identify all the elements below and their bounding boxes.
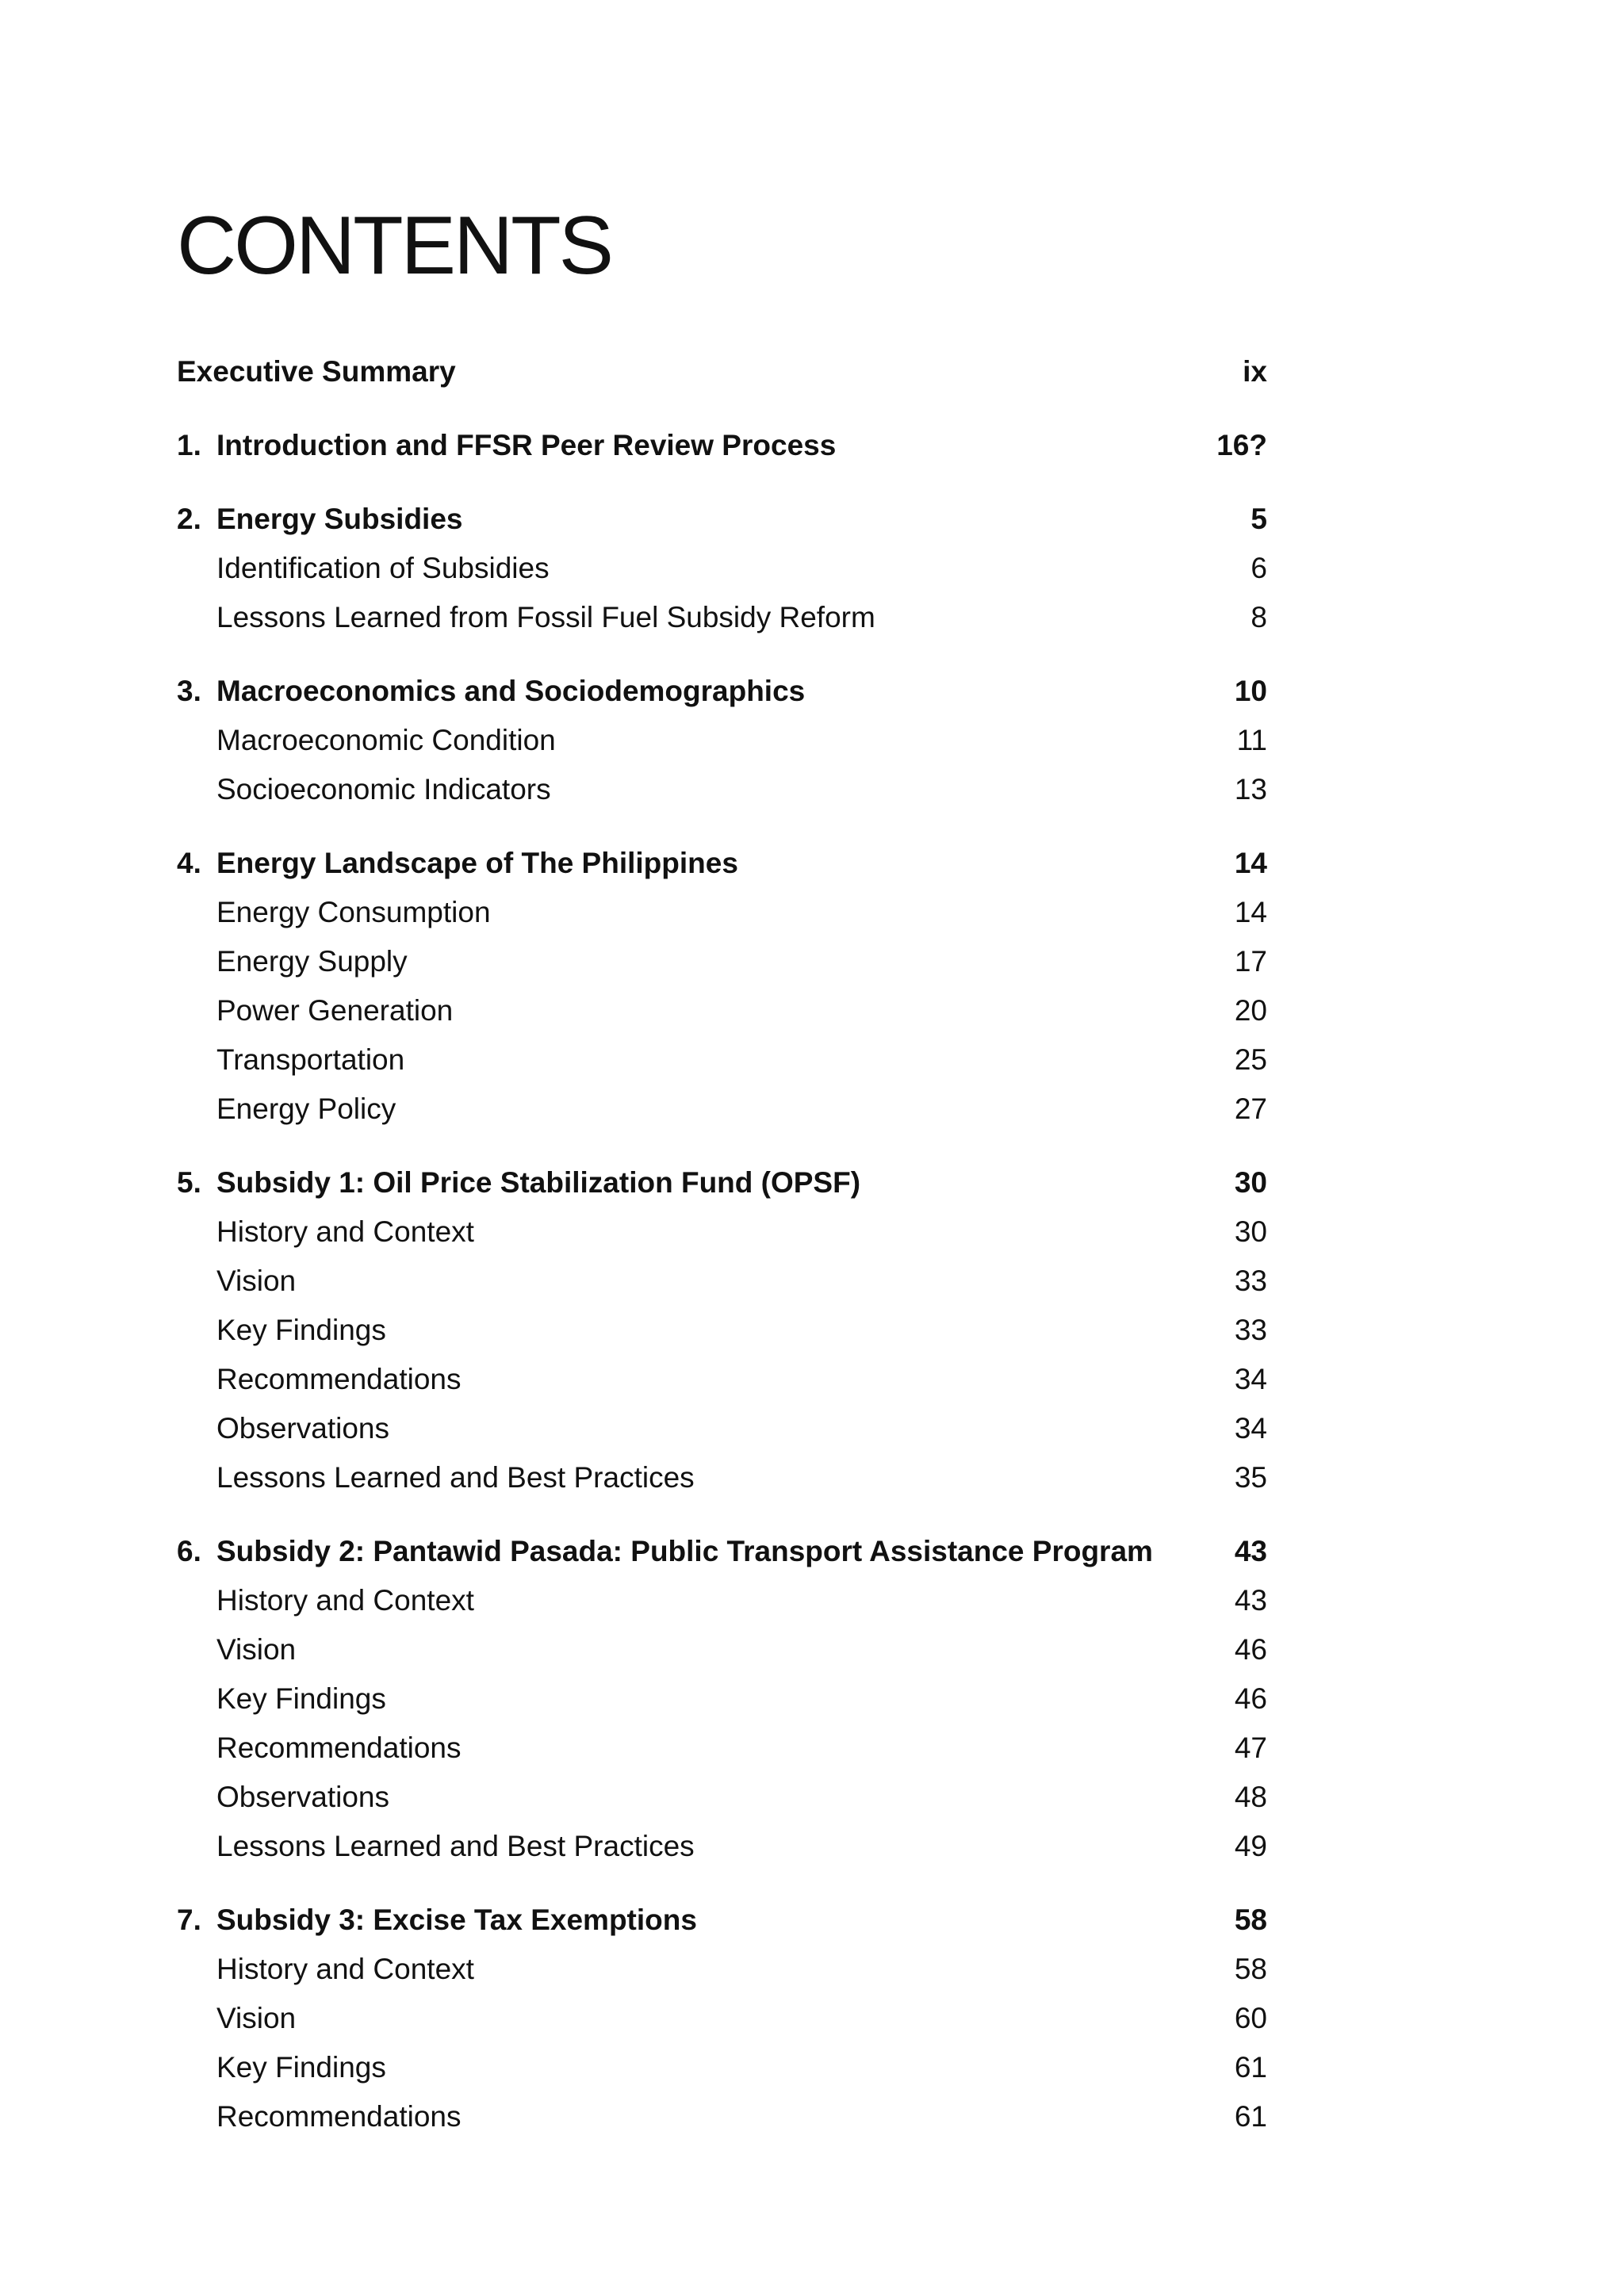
toc-section-label: Key Findings (216, 2051, 386, 2084)
toc-section[interactable] (177, 1674, 1267, 1724)
toc-section-page: 60 (1234, 2002, 1267, 2034)
toc-section-label: Energy Policy (216, 1093, 396, 1125)
toc-section-label: Recommendations (216, 1732, 462, 1764)
toc-chapter-number: 2. (177, 503, 201, 535)
toc-section[interactable] (177, 986, 1267, 1035)
toc-section[interactable] (177, 1257, 1267, 1306)
toc-section-label: Observations (216, 1781, 389, 1813)
toc-chapter-1[interactable] (177, 421, 1267, 470)
toc-chapter-page: 10 (1234, 675, 1267, 707)
toc-section-page: 43 (1234, 1584, 1267, 1617)
toc-section-label: Key Findings (216, 1682, 386, 1715)
toc-section[interactable] (177, 765, 1267, 814)
toc-chapter-page: 43 (1234, 1535, 1267, 1567)
toc-section-label: Socioeconomic Indicators (216, 773, 551, 806)
toc-entry-executive-summary[interactable] (177, 347, 1267, 396)
toc-section-page: 33 (1234, 1265, 1267, 1297)
toc-section-page: 30 (1234, 1215, 1267, 1248)
toc-section[interactable] (177, 1085, 1267, 1134)
toc-section[interactable] (177, 1994, 1267, 2043)
toc-section-label: Lessons Learned and Best Practices (216, 1830, 695, 1862)
toc-section-label: Vision (216, 1633, 297, 1666)
toc-section-page: 11 (1236, 724, 1267, 756)
toc-chapter-2[interactable] (177, 495, 1267, 544)
toc-section-page: 14 (1234, 896, 1267, 928)
toc-section-page: 25 (1234, 1043, 1267, 1076)
toc-section-label: Vision (216, 1265, 297, 1297)
toc-section-label: Lessons Learned and Best Practices (216, 1461, 695, 1494)
toc-chapter-page: 58 (1234, 1904, 1267, 1936)
toc-section-page: 8 (1251, 601, 1267, 633)
toc-chapter-number: 7. (177, 1904, 201, 1936)
toc-section-label: Transportation (216, 1043, 405, 1076)
toc-section-label: Identification of Subsidies (216, 552, 550, 584)
toc-section-label: History and Context (216, 1215, 474, 1248)
toc-section-label: Power Generation (216, 994, 454, 1027)
toc-section[interactable] (177, 544, 1267, 593)
toc-chapter-label: Introduction and FFSR Peer Review Process (216, 429, 837, 461)
toc-section-label: Energy Supply (216, 945, 408, 978)
toc-section[interactable] (177, 1773, 1267, 1822)
table-of-contents (177, 347, 1267, 2141)
toc-section[interactable] (177, 716, 1267, 765)
toc-section-page: 13 (1234, 773, 1267, 806)
toc-chapter-label: Energy Landscape of The Philippines (216, 847, 738, 879)
toc-section-label: Key Findings (216, 1314, 386, 1346)
toc-section[interactable] (177, 1453, 1267, 1502)
toc-chapter-label: Energy Subsidies (216, 503, 463, 535)
toc-section-label: Energy Consumption (216, 896, 491, 928)
toc-chapter-3[interactable] (177, 667, 1267, 716)
toc-section-label: History and Context (216, 1584, 474, 1617)
toc-section-page: 46 (1234, 1633, 1267, 1666)
toc-section[interactable] (177, 1576, 1267, 1625)
toc-section[interactable] (177, 1306, 1267, 1355)
toc-section-label: Recommendations (216, 1363, 462, 1395)
toc-section-label: Macroeconomic Condition (216, 724, 556, 756)
toc-section-label: Recommendations (216, 2100, 462, 2133)
toc-section[interactable] (177, 1625, 1267, 1674)
toc-section-page: 58 (1234, 1953, 1267, 1985)
toc-section[interactable] (177, 1207, 1267, 1257)
toc-section-page: 47 (1234, 1732, 1267, 1764)
toc-section[interactable] (177, 888, 1267, 937)
toc-chapter-page: 14 (1234, 847, 1267, 879)
toc-chapter-page: 16? (1216, 429, 1267, 461)
toc-section-label: Observations (216, 1412, 389, 1445)
toc-chapter-page: 30 (1234, 1166, 1267, 1199)
toc-chapter-label: Macroeconomics and Sociodemographics (216, 675, 806, 707)
toc-chapter-page: 5 (1251, 503, 1267, 535)
toc-section[interactable] (177, 2092, 1267, 2141)
toc-section-label: Vision (216, 2002, 297, 2034)
toc-chapter-number: 4. (177, 847, 201, 879)
toc-section-page: 48 (1234, 1781, 1267, 1813)
toc-chapter-number: 6. (177, 1535, 201, 1567)
toc-section-page: 46 (1234, 1682, 1267, 1715)
toc-section-page: 27 (1234, 1093, 1267, 1125)
toc-section-label: Lessons Learned from Fossil Fuel Subsidy Reform (216, 601, 875, 633)
toc-section-page: 34 (1234, 1412, 1267, 1445)
toc-section-page: 17 (1234, 945, 1267, 978)
toc-chapter-label: Subsidy 1: Oil Price Stabilization Fund (OPSF) (216, 1166, 861, 1199)
toc-chapter-4[interactable] (177, 839, 1267, 888)
toc-entry-page: ix (1243, 355, 1267, 388)
toc-chapter-number: 5. (177, 1166, 201, 1199)
toc-chapter-7[interactable] (177, 1896, 1267, 1945)
toc-section-page: 35 (1234, 1461, 1267, 1494)
toc-section-page: 6 (1251, 552, 1267, 584)
toc-section-page: 49 (1234, 1830, 1267, 1862)
toc-section-label: History and Context (216, 1953, 474, 1985)
toc-section[interactable] (177, 1945, 1267, 1994)
toc-section[interactable] (177, 1035, 1267, 1085)
toc-chapter-6[interactable] (177, 1527, 1267, 1576)
toc-entry-label: Executive Summary (177, 355, 456, 388)
toc-chapter-number: 3. (177, 675, 201, 707)
toc-section[interactable] (177, 1822, 1267, 1871)
toc-section-page: 33 (1234, 1314, 1267, 1346)
toc-chapter-5[interactable] (177, 1158, 1267, 1207)
toc-section[interactable] (177, 593, 1267, 642)
toc-chapter-label: Subsidy 3: Excise Tax Exemptions (216, 1904, 697, 1936)
toc-section[interactable] (177, 2043, 1267, 2092)
page-title: CONTENTS (177, 200, 611, 292)
toc-section-page: 20 (1234, 994, 1267, 1027)
toc-section-page: 34 (1234, 1363, 1267, 1395)
toc-section-page: 61 (1234, 2100, 1267, 2133)
toc-section[interactable] (177, 1404, 1267, 1453)
toc-chapter-number: 1. (177, 429, 201, 461)
toc-section-page: 61 (1234, 2051, 1267, 2084)
toc-section[interactable] (177, 1724, 1267, 1773)
toc-section[interactable] (177, 937, 1267, 986)
toc-section[interactable] (177, 1355, 1267, 1404)
toc-chapter-label: Subsidy 2: Pantawid Pasada: Public Transport Assistance Program (216, 1535, 1153, 1567)
